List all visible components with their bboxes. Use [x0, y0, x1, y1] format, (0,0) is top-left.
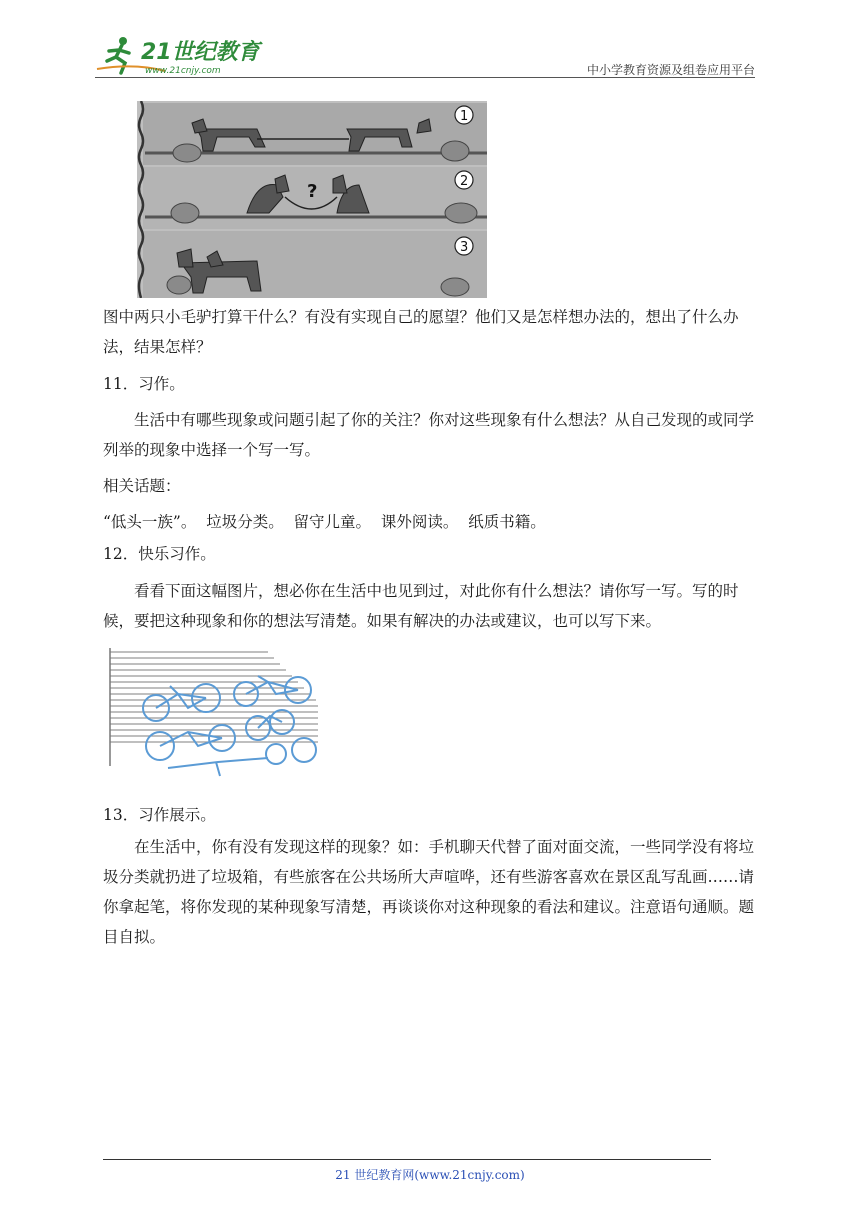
q12-body: 看看下面这幅图片，想必你在生活中也见到过，对此你有什么想法？请你写一写。写的时候，要把这种现象和你的想法写清楚。如果有解决的办法或建议，也可以写下来。 [103, 582, 739, 630]
donkey-cartoon-figure [137, 101, 487, 298]
q12-title: 12．快乐习作。 [103, 545, 216, 563]
svg-text:2: 2 [460, 174, 469, 189]
q10-question-text: 图中两只小毛驴打算干什么？有没有实现自己的愿望？他们又是怎样想办法的，想出了什么办法，结果怎样？ [103, 308, 739, 356]
q11-topics: “低头一族”。 垃圾分类。 留守儿童。 课外阅读。 纸质书籍。 [103, 513, 546, 531]
svg-text:21世纪教育: 21世纪教育 [141, 40, 260, 65]
q11-body: 生活中有哪些现象或问题引起了你的关注？你对这些现象有什么想法？从自己发现的或同学列举的现象中选择一个写一写。 [103, 411, 755, 459]
site-logo [95, 33, 275, 77]
q13-title: 13．习作展示。 [103, 806, 216, 824]
page-header [95, 33, 755, 81]
svg-text:3: 3 [460, 240, 469, 255]
q13-body: 在生活中，你有没有发现这样的现象？如：手机聊天代替了面对面交流，一些同学没有将垃圾分类就扔进了垃圾箱，有些旅客在公共场所大声喧哗，还有些游客喜欢在景区乱写乱画……请你拿起笔，将你发现的某种现象写清楚，再谈谈你对这种现象的看法和建议。注意语句通顺。题目自拟。 [103, 838, 755, 946]
fallen-bicycles-figure [108, 646, 320, 782]
svg-text:www.21cnjy.com: www.21cnjy.com [145, 66, 221, 76]
q11-topics-label: 相关话题： [103, 477, 181, 495]
svg-text:?: ? [307, 181, 318, 202]
q11-title: 11．习作。 [103, 375, 185, 393]
footer-text: 21 世纪教育网(www.21cnjy.com) [335, 1168, 525, 1182]
svg-text:1: 1 [460, 109, 469, 124]
header-divider [95, 77, 755, 78]
platform-name: 中小学教育资源及组卷应用平台 [586, 63, 755, 77]
footer-divider [103, 1159, 711, 1160]
